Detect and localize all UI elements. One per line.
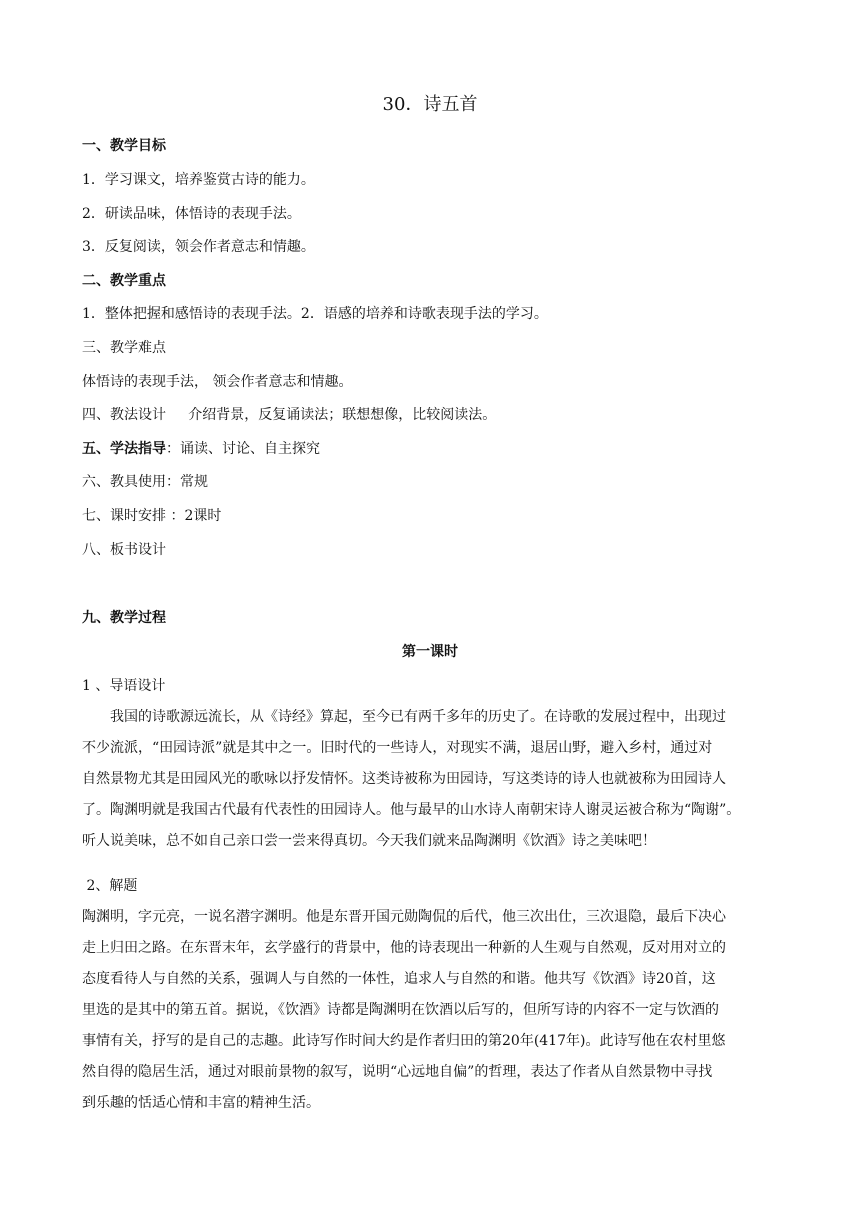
explain-title-heading: 2、解题 (82, 878, 138, 894)
paragraph-line: 了。陶渊明就是我国古代最有代表性的田园诗人。他与最早的山水诗人南朝宋诗人谢灵运被合称为“陶谢”。 (82, 802, 741, 818)
lesson-title: 第一课时 (402, 644, 458, 660)
paragraph-line: 走上归田之路。在东晋末年，玄学盛行的背景中，他的诗表现出一种新的人生观与自然观，反对用对立的 (82, 940, 726, 956)
paragraph-line: 自然景物尤其是田园风光的歌咏以抒发情怀。这类诗被称为田园诗，写这类诗的诗人也就被称为田园诗人 (82, 771, 726, 787)
section-heading-process: 九、教学过程 (82, 610, 166, 626)
paragraph-line: 事情有关，抒写的是自己的志趣。此诗写作时间大约是作者归田的第20年(417年)。此诗写他在农村里悠 (82, 1033, 726, 1049)
paragraph-line: 听人说美味，总不如自己亲口尝一尝来得真切。今天我们就来品陶渊明《饮酒》诗之美味吧！ (82, 833, 656, 849)
section-heading-difficulties: 三、教学难点 (82, 340, 166, 356)
paragraph-line: 陶渊明，字元亮，一说名潜字渊明。他是东晋开国元勋陶侃的后代，他三次出仕，三次退隐，最后下决心 (82, 909, 726, 925)
section-teaching-aids: 六、教具使用：常规 (82, 474, 208, 490)
key-points-text: 1．整体把握和感悟诗的表现手法。2．语感的培养和诗歌表现手法的学习。 (82, 306, 548, 322)
difficulties-text: 体悟诗的表现手法， 领会作者意志和情趣。 (82, 374, 353, 390)
document-title: 30．诗五首 (382, 94, 478, 115)
intro-heading: 1 、导语设计 (82, 678, 166, 694)
section-study-method (82, 439, 320, 459)
explain-title-paragraph (82, 902, 778, 1119)
section-heading-objectives: 一、教学目标 (82, 138, 166, 154)
paragraph-line: 不少流派，“田园诗派”就是其中之一。旧时代的一些诗人，对现实不满，退居山野，避入乡村，通过对 (82, 740, 713, 756)
paragraph-line: 态度看待人与自然的关系，强调人与自然的一体性，追求人与自然的和谐。他共写《饮酒》诗20首，这 (82, 971, 716, 987)
section-teaching-method: 四、教法设计 介绍背景，反复诵读法；联想想像，比较阅读法。 (82, 407, 497, 423)
objective-item: 3．反复阅读，领会作者意志和情趣。 (82, 239, 315, 255)
paragraph-line: 我国的诗歌源远流长，从《诗经》算起，至今已有两千多年的历史了。在诗歌的发展过程中，出现过 (110, 709, 726, 725)
objective-item: 1．学习课文，培养鉴赏古诗的能力。 (82, 172, 315, 188)
study-method-text: ：诵读、讨论、自主探究 (166, 441, 320, 457)
study-method-label: 五、学法指导 (82, 441, 166, 457)
section-board-design: 八、板书设计 (82, 542, 166, 558)
paragraph-line: 到乐趣的恬适心情和丰富的精神生活。 (82, 1095, 320, 1111)
paragraph-line: 里选的是其中的第五首。据说，《饮酒》诗都是陶渊明在饮酒以后写的，但所写诗的内容不一定与饮酒的 (82, 1002, 719, 1018)
intro-paragraph (82, 702, 778, 857)
section-heading-key-points: 二、教学重点 (82, 273, 166, 289)
section-schedule: 七、课时安排 ：2课时 (82, 508, 222, 524)
objective-item: 2．研读品味，体悟诗的表现手法。 (82, 206, 301, 222)
paragraph-line: 然自得的隐居生活，通过对眼前景物的叙写，说明“心远地自偏”的哲理，表达了作者从自然景物中寻找 (82, 1064, 713, 1080)
